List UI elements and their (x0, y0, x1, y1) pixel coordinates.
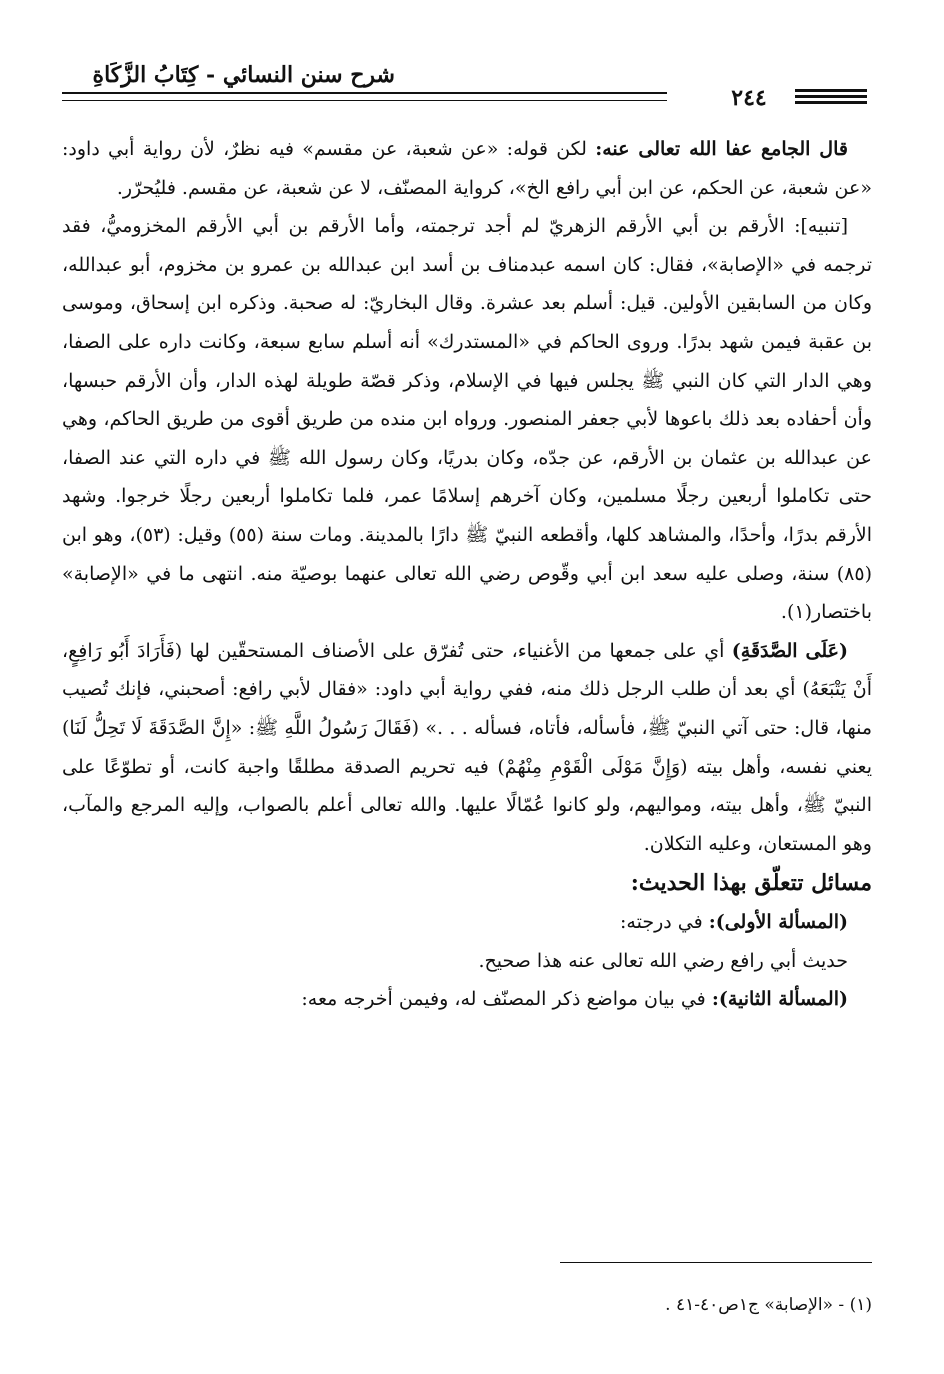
paragraph-text: لكن قوله: «عن شعبة، عن مقسم» فيه نظرٌ، لأن رواية أبي داود: «عن شعبة، عن الحكم، عن ابن أبي رافع الخ»، كرواية المصنّف، لا عن شعبة، عن مقسم. فليُحرّر. (62, 138, 872, 199)
paragraph-text: أي على جمعها من الأغنياء، حتى تُفرّق على الأصناف المستحقّين لها (فَأَرَادَ أَبُو رَافِعٍ، أَنْ يَتْبَعَهُ) أي بعد أن طلب الرجل ذلك منه، ففي رواية أبي داود: «فقال لأبي رافع: أصحبني، فإنك تُصيب منها، قال: حتى آتي النبيّ ﷺ، فأسأله، فأتاه، فسأله . . .» (فَقَالَ رَسُولُ اللَّهِ ﷺ: «إِنَّ الصَّدَقَةَ لَا تَحِلُّ لَنَا) يعني نفسه، وأهل بيته (وَإِنَّ مَوْلَى الْقَوْمِ مِنْهُمْ) فيه تحريم الصدقة مطلقًا واجبة كانت، أو تطوّعًا على النبيّ ﷺ، وأهل بيته، ومواليهم، ولو كانوا عُمّالًا عليها. والله تعالى أعلم بالصواب، وإليه المرجع والمآب، وهو المستعان، وعليه التكلان. (62, 639, 872, 855)
issue-text: حديث أبي رافع رضي الله تعالى عنه هذا صحيح. (478, 949, 848, 972)
header-rule-thin (62, 100, 667, 101)
header-ornament-rule (795, 89, 867, 92)
page-number: ٢٤٤ (731, 85, 767, 111)
paragraph-commentary (62, 632, 872, 864)
paragraph-lead: (عَلَى الصَّدَقَةِ) (731, 639, 848, 662)
header-ornament-rule (795, 95, 867, 98)
issue-label: (المسألة الأولى): (708, 911, 848, 934)
issue-text: في درجته: (620, 911, 709, 934)
issue-label: (المسألة الثانية): (711, 988, 848, 1011)
issue-second (62, 980, 872, 1019)
running-header-title: شرح سنن النسائي - كِتَابُ الزَّكَاةِ (92, 62, 395, 88)
section-heading: مسائل تتعلّق بهذا الحديث: (630, 870, 872, 897)
paragraph-author-note (62, 130, 872, 207)
header-rule (62, 92, 667, 94)
main-text (62, 130, 872, 1019)
footnote-rule (560, 1262, 872, 1263)
header-ornament-rule (795, 101, 867, 104)
paragraph-text: [تنبيه]: الأرقم بن أبي الأرقم الزهريّ لم أجد ترجمته، وأما الأرقم بن أبي الأرقم المخزوميُّ، فقد ترجمه في «الإصابة»، فقال: كان اسمه عبدمناف بن أسد ابن عبدالله بن عمرو بن مخزوم، أبو عبدالله، وكان من السابقين الأولين. قيل: أسلم بعد عشرة. وقال البخاريّ: له صحبة. وذكره ابن إسحاق، وموسى بن عقبة فيمن شهد بدرًا. وروى الحاكم في «المستدرك» أنه أسلم سابع سبعة، وكانت داره على الصفا، وهي الدار التي كان النبي ﷺ يجلس فيها في الإسلام، وذكر قصّة طويلة لهذه الدار، وأن الأرقم حبسها، وأن أحفاده بعد ذلك باعوها لأبي جعفر المنصور. ورواه ابن منده من طريق أقوى من طريق الحاكم، وهي عن عبدالله بن عثمان بن الأرقم، عن جدّه، وكان بدريًا، وكان رسول الله ﷺ في داره التي عند الصفا، حتى تكاملوا أربعين رجلًا مسلمين، وكان آخرهم إسلامًا عمر، فلما تكاملوا أربعين رجلًا خرجوا. وشهد الأرقم بدرًا، وأحدًا، والمشاهد كلها، وأقطعه النبيّ ﷺ دارًا بالمدينة. ومات سنة (٥٥) وقيل: (٥٣)، وهو ابن (٨٥) سنة، وصلى عليه سعد ابن أبي وقّوص رضي الله تعالى عنهما بوصيّة منه. انتهى ما في «الإصابة» باختصار(١). (62, 215, 872, 624)
footnote: (١) - «الإصابة» ج١ص٤٠-٤١ . (665, 1295, 872, 1315)
issue-first-ruling (62, 942, 872, 981)
issue-text: في بيان مواضع ذكر المصنّف له، وفيمن أخرجه معه: (301, 988, 712, 1011)
issue-first (62, 903, 872, 942)
paragraph-tanbih (62, 207, 872, 632)
paragraph-lead: قال الجامع عفا الله تعالى عنه: (595, 138, 848, 160)
